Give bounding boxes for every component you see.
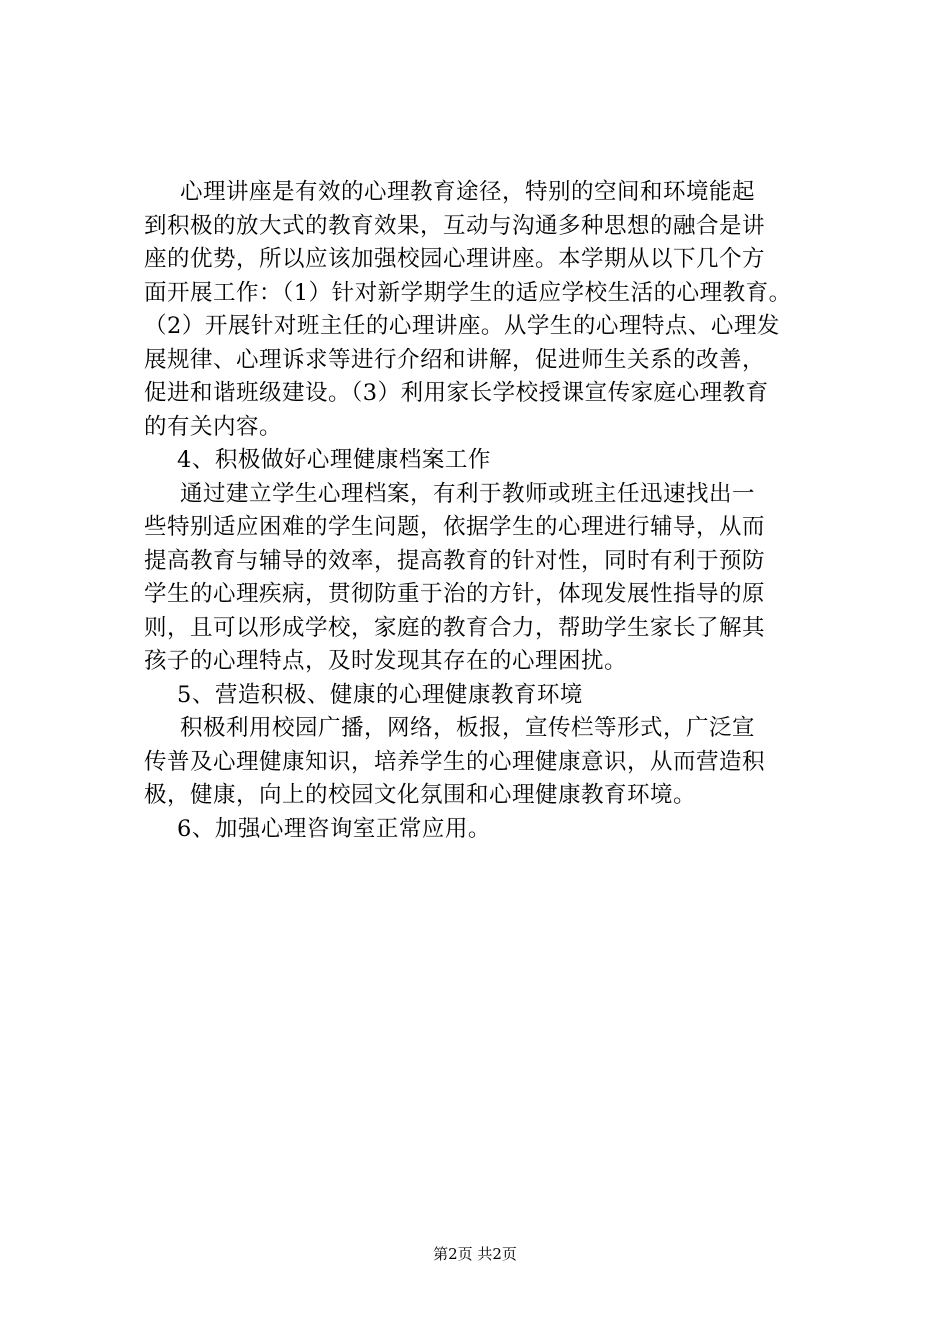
paragraph-line: 些特别适应困难的学生问题，依据学生的心理进行辅导，从而 (144, 514, 766, 540)
paragraph-line: （2）开展针对班主任的心理讲座。从学生的心理特点、心理发 (144, 313, 780, 339)
paragraph-line: 学生的心理疾病，贯彻防重于治的方针，体现发展性指导的原 (144, 581, 766, 607)
paragraph-line: 展规律、心理诉求等进行介绍和讲解，促进师生关系的改善， (144, 346, 766, 373)
paragraph-line: 孩子的心理特点，及时发现其存在的心理困扰。 (144, 648, 628, 674)
paragraph-line: 积极利用校园广播，网络，板报，宣传栏等形式，广泛宣 (180, 715, 756, 741)
paragraph-line: 传普及心理健康知识，培养学生的心理健康意识，从而营造积 (144, 748, 766, 775)
section-heading: 4、积极做好心理健康档案工作 (177, 447, 491, 473)
page-number: 第2页 共2页 (433, 1245, 517, 1263)
paragraph-line: 心理讲座是有效的心理教育途径，特别的空间和环境能起 (180, 179, 756, 205)
paragraph-line: 座的优势，所以应该加强校园心理讲座。本学期从以下几个方 (144, 246, 766, 272)
paragraph-line: 提高教育与辅导的效率，提高教育的针对性，同时有利于预防 (144, 547, 766, 574)
section-heading: 6、加强心理咨询室正常应用。 (177, 815, 491, 842)
section-heading: 5、营造积极、健康的心理健康教育环境 (177, 681, 583, 708)
paragraph-line: 的有关内容。 (144, 413, 283, 440)
paragraph-line: 促进和谐班级建设。（3）利用家长学校授课宣传家庭心理教育 (144, 380, 769, 406)
paragraph-line: 通过建立学生心理档案，有利于教师或班主任迅速找出一 (180, 480, 756, 507)
paragraph-line: 面开展工作：（1）针对新学期学生的适应学校生活的心理教育。 (144, 279, 792, 306)
paragraph-line: 极，健康，向上的校园文化氛围和心理健康教育环境。 (144, 782, 697, 808)
document-body (144, 176, 834, 846)
paragraph-line: 到积极的放大式的教育效果，互动与沟通多种思想的融合是讲 (144, 212, 766, 239)
paragraph-line: 则，且可以形成学校，家庭的教育合力，帮助学生家长了解其 (144, 614, 766, 641)
